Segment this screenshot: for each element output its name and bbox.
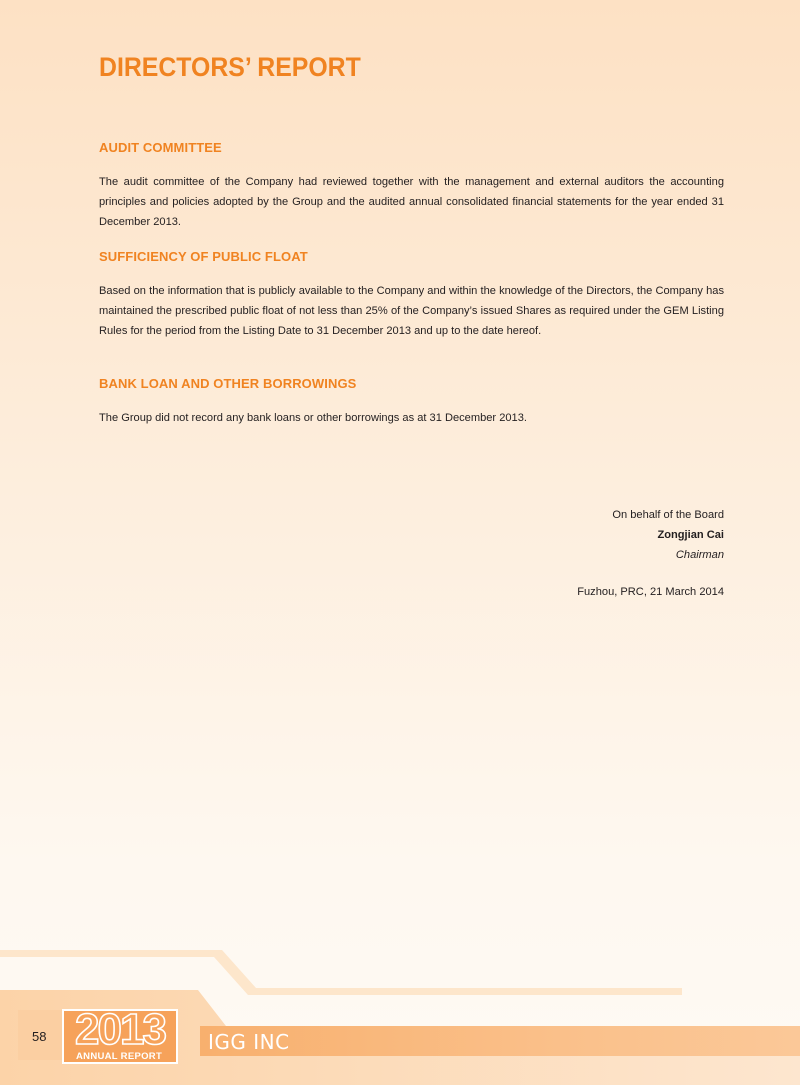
logo-caption: ANNUAL REPORT xyxy=(76,1051,163,1062)
signatory-name: Zongjian Cai xyxy=(657,529,724,541)
section-heading: BANK LOAN AND OTHER BORROWINGS xyxy=(99,376,357,391)
page-number: 58 xyxy=(32,1029,47,1044)
section-public-float xyxy=(99,249,724,341)
logo-year: 2013 xyxy=(75,1009,165,1054)
annual-report-logo xyxy=(62,1009,178,1064)
company-band xyxy=(200,1026,800,1056)
on-behalf-text: On behalf of the Board xyxy=(612,509,724,521)
place-date: Fuzhou, PRC, 21 March 2014 xyxy=(577,586,724,598)
section-bank-loan xyxy=(99,376,724,428)
page-title: DIRECTORS’ REPORT xyxy=(99,52,361,82)
signatory-role: Chairman xyxy=(675,549,724,561)
section-heading: AUDIT COMMITTEE xyxy=(99,140,222,155)
section-body: Based on the information that is publicly available to the Company and within the knowledge of the Directors, the Company has maintained the prescribed public float of not less than 25% of the Company’s issued Shares as required under the GEM Listing Rules for the period from the Listing Date to 31 December 2013 and up to the date hereof. xyxy=(99,285,724,337)
company-name: IGG INC xyxy=(208,1030,290,1054)
signature-block xyxy=(577,505,724,602)
section-audit-committee xyxy=(99,140,724,232)
section-heading: SUFFICIENCY OF PUBLIC FLOAT xyxy=(99,249,308,264)
section-body: The Group did not record any bank loans or other borrowings as at 31 December 2013. xyxy=(99,412,527,424)
section-body: The audit committee of the Company had reviewed together with the management and external auditors the accounting principles and policies adopted by the Group and the audited annual consolidated financial statements for the year ended 31 December 2013. xyxy=(99,176,724,228)
